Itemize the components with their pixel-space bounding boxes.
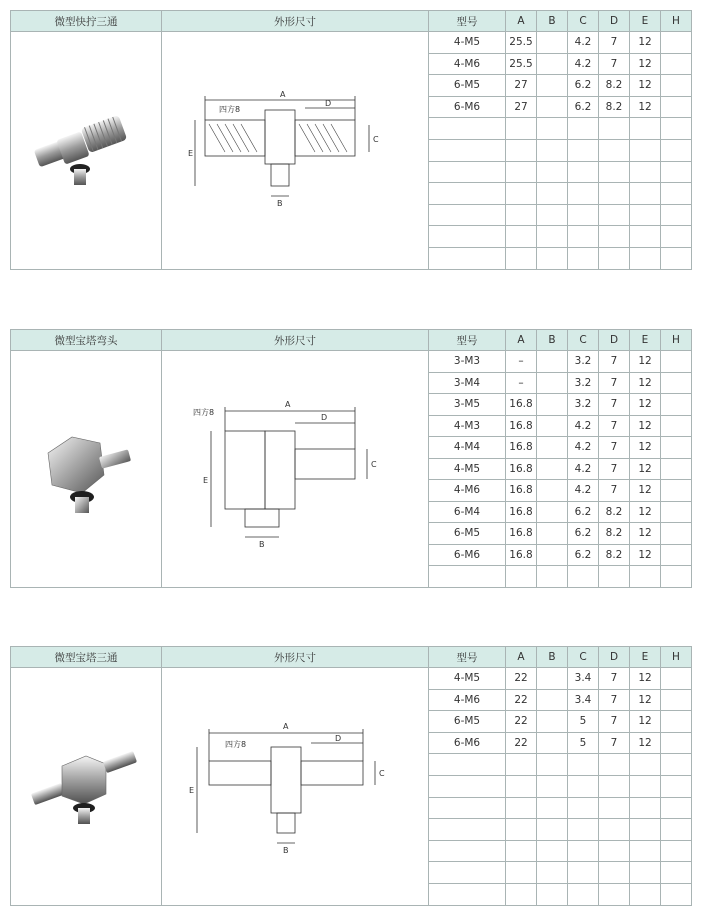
mini-barb-tee-photo-icon [26,736,146,836]
d-cell: 7 [599,480,630,502]
d-cell: 7 [599,53,630,75]
model-cell: 6-M6 [429,96,506,118]
d-cell: 7 [599,372,630,394]
a-cell: 27 [506,75,537,97]
col-a-header: A [506,11,537,32]
dims-header: 外形尺寸 [162,330,429,351]
e-cell: 12 [630,544,661,566]
spec-table [10,646,692,906]
c-cell: 3.4 [568,668,599,690]
c-cell: 5 [568,732,599,754]
d-cell: 7 [599,437,630,459]
svg-text:C: C [373,135,379,145]
svg-text:四方8: 四方8 [219,105,241,115]
e-cell: 12 [630,523,661,545]
h-cell [661,32,692,54]
svg-text:E: E [203,475,209,485]
col-e-header: E [630,647,661,668]
mini-quick-twist-tee-photo-icon [26,105,146,195]
spec-table [10,329,692,588]
c-cell: 4.2 [568,53,599,75]
dimension-drawing-cell [162,668,429,906]
elbow-drawing-icon [185,379,405,559]
col-c-header: C [568,647,599,668]
barb-tee-drawing-icon [185,711,405,861]
a-cell: 16.8 [506,458,537,480]
model-cell: 6-M5 [429,75,506,97]
d-cell: 8.2 [599,75,630,97]
h-cell [661,732,692,754]
svg-text:四方8: 四方8 [193,407,215,417]
h-cell [661,415,692,437]
b-cell [537,711,568,733]
b-cell [537,501,568,523]
c-cell: 3.2 [568,394,599,416]
spec-table [10,10,692,270]
dims-header: 外形尺寸 [162,11,429,32]
a-cell: 16.8 [506,523,537,545]
e-cell: 12 [630,437,661,459]
e-cell: 12 [630,96,661,118]
e-cell: 12 [630,372,661,394]
e-cell: 12 [630,394,661,416]
h-cell [661,437,692,459]
svg-text:B: B [277,199,283,209]
a-cell: 25.5 [506,32,537,54]
product-name: 微型宝塔弯头 [11,330,162,351]
svg-text:E: E [189,786,195,796]
a-cell: 16.8 [506,501,537,523]
product-name: 微型宝塔三通 [11,647,162,668]
h-cell [661,75,692,97]
h-cell [661,351,692,373]
svg-text:E: E [188,149,194,159]
e-cell: 12 [630,415,661,437]
b-cell [537,732,568,754]
col-d-header: D [599,330,630,351]
col-e-header: E [630,330,661,351]
model-cell: 4-M6 [429,480,506,502]
model-cell: 3-M4 [429,372,506,394]
e-cell: 12 [630,480,661,502]
model-cell: 4-M4 [429,437,506,459]
b-cell [537,75,568,97]
col-c-header: C [568,330,599,351]
a-cell: 25.5 [506,53,537,75]
c-cell: 6.2 [568,501,599,523]
d-cell: 7 [599,711,630,733]
model-header: 型号 [429,330,506,351]
b-cell [537,415,568,437]
col-h-header: H [661,11,692,32]
h-cell [661,458,692,480]
b-cell [537,53,568,75]
col-b-header: B [537,330,568,351]
b-cell [537,394,568,416]
b-cell [537,480,568,502]
d-cell: 7 [599,415,630,437]
b-cell [537,96,568,118]
a-cell: 16.8 [506,394,537,416]
dimension-drawing-cell [162,351,429,588]
d-cell: 7 [599,732,630,754]
svg-text:D: D [325,99,332,109]
b-cell [537,351,568,373]
model-cell: 6-M6 [429,732,506,754]
model-cell: 6-M5 [429,523,506,545]
a-cell: 22 [506,668,537,690]
h-cell [661,544,692,566]
dims-header: 外形尺寸 [162,647,429,668]
dimension-drawing-cell [162,32,429,270]
model-cell: 3-M3 [429,351,506,373]
b-cell [537,372,568,394]
d-cell: 7 [599,689,630,711]
d-cell: 8.2 [599,501,630,523]
c-cell: 3.4 [568,689,599,711]
svg-text:D: D [335,734,342,744]
h-cell [661,480,692,502]
d-cell: 8.2 [599,96,630,118]
c-cell: 4.2 [568,32,599,54]
h-cell [661,501,692,523]
b-cell [537,689,568,711]
col-h-header: H [661,330,692,351]
a-cell: 22 [506,711,537,733]
col-c-header: C [568,11,599,32]
e-cell: 12 [630,75,661,97]
b-cell [537,437,568,459]
col-e-header: E [630,11,661,32]
c-cell: 6.2 [568,523,599,545]
model-header: 型号 [429,647,506,668]
tee-drawing-icon [185,80,405,220]
c-cell: 4.2 [568,480,599,502]
b-cell [537,523,568,545]
h-cell [661,523,692,545]
model-cell: 4-M5 [429,458,506,480]
col-b-header: B [537,11,568,32]
d-cell: 7 [599,668,630,690]
a-cell: 16.8 [506,415,537,437]
svg-text:A: A [285,399,291,409]
h-cell [661,53,692,75]
c-cell: 4.2 [568,437,599,459]
e-cell: 12 [630,732,661,754]
svg-text:B: B [283,846,289,856]
e-cell: 12 [630,351,661,373]
c-cell: 5 [568,711,599,733]
model-cell: 6-M5 [429,711,506,733]
a-cell: 16.8 [506,480,537,502]
h-cell [661,668,692,690]
model-header: 型号 [429,11,506,32]
d-cell: 7 [599,351,630,373]
c-cell: 4.2 [568,458,599,480]
a-cell: – [506,372,537,394]
svg-text:B: B [259,539,265,549]
c-cell: 4.2 [568,415,599,437]
product-photo-cell [11,668,162,906]
e-cell: 12 [630,32,661,54]
svg-text:C: C [371,459,377,469]
h-cell [661,96,692,118]
e-cell: 12 [630,668,661,690]
col-h-header: H [661,647,692,668]
b-cell [537,544,568,566]
col-d-header: D [599,11,630,32]
svg-text:A: A [283,722,289,732]
svg-text:A: A [280,90,286,100]
product-photo-cell [11,32,162,270]
product-photo-cell [11,351,162,588]
col-a-header: A [506,647,537,668]
model-cell: 4-M6 [429,689,506,711]
c-cell: 3.2 [568,372,599,394]
a-cell: 22 [506,732,537,754]
a-cell: 16.8 [506,437,537,459]
h-cell [661,394,692,416]
d-cell: 8.2 [599,523,630,545]
c-cell: 3.2 [568,351,599,373]
model-cell: 4-M5 [429,32,506,54]
svg-text:四方8: 四方8 [225,740,247,750]
d-cell: 7 [599,458,630,480]
mini-barb-elbow-photo-icon [26,419,146,519]
c-cell: 6.2 [568,75,599,97]
col-a-header: A [506,330,537,351]
e-cell: 12 [630,53,661,75]
b-cell [537,32,568,54]
c-cell: 6.2 [568,544,599,566]
a-cell: 16.8 [506,544,537,566]
b-cell [537,458,568,480]
model-cell: 6-M4 [429,501,506,523]
b-cell [537,668,568,690]
c-cell: 6.2 [568,96,599,118]
model-cell: 6-M6 [429,544,506,566]
h-cell [661,372,692,394]
e-cell: 12 [630,711,661,733]
col-d-header: D [599,647,630,668]
a-cell: 22 [506,689,537,711]
model-cell: 3-M5 [429,394,506,416]
a-cell: 27 [506,96,537,118]
e-cell: 12 [630,458,661,480]
col-b-header: B [537,647,568,668]
e-cell: 12 [630,501,661,523]
h-cell [661,689,692,711]
model-cell: 4-M3 [429,415,506,437]
model-cell: 4-M5 [429,668,506,690]
e-cell: 12 [630,689,661,711]
h-cell [661,711,692,733]
svg-text:C: C [379,769,385,779]
a-cell: – [506,351,537,373]
d-cell: 7 [599,32,630,54]
svg-text:D: D [321,412,328,422]
model-cell: 4-M6 [429,53,506,75]
d-cell: 7 [599,394,630,416]
product-name: 微型快拧三通 [11,11,162,32]
d-cell: 8.2 [599,544,630,566]
